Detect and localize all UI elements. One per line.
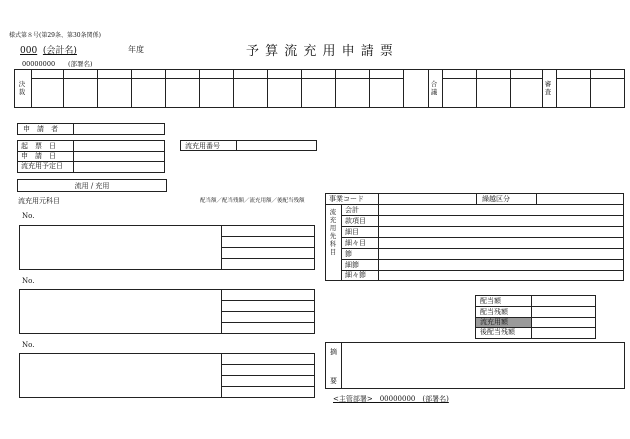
footer-dept: <主管部署> 00000000 (部署名) [333,395,449,403]
dest-item-1: 款項目 [345,217,366,225]
mode-box[interactable] [17,179,167,192]
amount-item-0: 配当額 [480,297,501,305]
no-label-2: No. [22,277,35,285]
account-name: (会計名) [42,46,77,56]
source-subject-1[interactable] [19,225,222,270]
source-amounts-1[interactable] [222,225,315,270]
dest-item-5: 細節 [345,261,359,269]
account-code-value: 000 [20,46,38,56]
applicant-label: 申 請 者 [23,125,58,133]
dept-code: 00000000 [22,60,56,68]
form-number: 様式第８号(第29条、第30条関係) [9,32,101,39]
amount-item-2: 流充用額 [480,318,508,326]
no-label-1: No. [22,212,35,220]
source-subject-3[interactable] [19,353,222,398]
dates-table [17,140,165,173]
number-row [180,140,317,151]
source-subject-2[interactable] [19,289,222,334]
year-label: 年度 [128,45,144,54]
source-label: 流充用元科目 [18,197,60,205]
amount-item-1: 配当残額 [480,308,508,316]
page-title: 予 算 流 充 用 申 請 票 [246,44,394,59]
amount-item-3: 後配当残額 [480,328,515,336]
source-amounts-3[interactable] [222,353,315,398]
remarks-box[interactable] [325,342,625,389]
dest-item-2: 細目 [345,228,359,236]
number-label: 流充用番号 [185,142,220,150]
shinseibi-label: 申 請 日 [21,152,56,160]
aigi-label: 合議 [430,80,438,96]
dept-name: (部署名) [68,60,93,68]
remarks-label-top: 摘 [330,348,337,356]
business-code-label: 事業コード [329,195,364,203]
kihyobi-label: 起 票 日 [21,142,56,150]
account-code [20,43,77,56]
yoteibi-label: 流充用予定日 [21,162,63,170]
mode-label: 流用 / 充用 [74,182,110,190]
destination-table [325,193,624,281]
applicant-row [17,123,165,135]
dest-item-4: 節 [345,250,352,258]
dest-item-3: 細々目 [345,239,366,247]
kessai-label: 決裁 [18,80,26,96]
amount-header: 配当額／配当残額／流充用額／後配当残額 [200,198,305,204]
dest-item-6: 細々節 [345,271,366,279]
remarks-label-bottom: 要 [330,377,337,385]
amount-summary [475,295,596,339]
kyogi-label: 審査 [544,80,552,96]
source-amounts-2[interactable] [222,289,315,334]
approval-stamp-row [14,69,625,108]
kurikoshi-label: 繰越区分 [482,195,510,203]
dest-label: 流充用先科目 [329,208,337,256]
dest-item-0: 会計 [345,206,359,214]
no-label-3: No. [22,341,35,349]
